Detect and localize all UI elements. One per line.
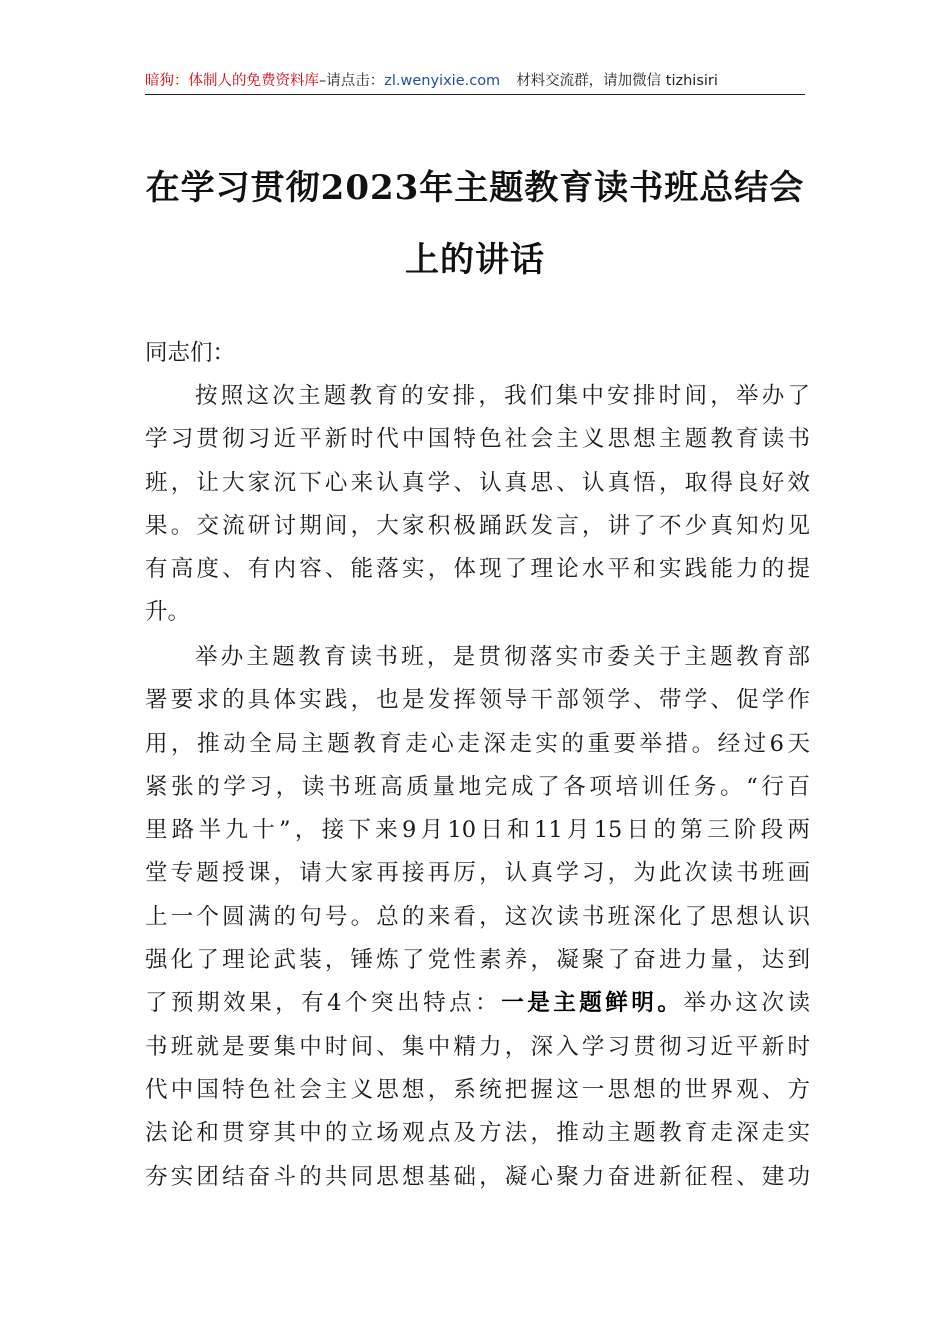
paragraph-line: 里路半九十”，接下来9月10日和11月15日的第三阶段两: [145, 817, 810, 844]
paragraph-line: 举办主题教育读书班，是贯彻落实市委关于主题教育部: [195, 644, 810, 670]
header-site-name: 暗狗：体制人的免费资料库: [145, 73, 319, 89]
page-header-banner: [145, 70, 805, 95]
paragraph-line: 强化了理论武装，锤炼了党性素养，凝聚了奋进力量，达到: [145, 947, 810, 974]
paragraph-2: [145, 636, 810, 1199]
paragraph-line: 夯实团结奋斗的共同思想基础，凝心聚力奋进新征程、建功: [145, 1163, 810, 1190]
line-text: 了预期效果，有4个突出特点：: [145, 990, 502, 1017]
emphasis-point-one: 一是主题鲜明。: [501, 990, 684, 1017]
paragraph-line: 署要求的具体实践，也是发挥领导干部领学、带学、促学作: [145, 687, 810, 714]
paragraph-line: 升。: [145, 599, 191, 626]
paragraph-line: 代中国特色社会主义思想，系统把握这一思想的世界观、方: [145, 1076, 810, 1103]
header-click-prompt: –请点击：: [319, 73, 385, 89]
line-text: 举办这次读: [683, 990, 810, 1017]
paragraph-line-with-emphasis: [145, 982, 810, 1025]
paragraph-line: 堂专题授课，请大家再接再厉，认真学习，为此次读书班画: [145, 860, 810, 887]
paragraph-line: 书班就是要集中时间、集中精力，深入学习贯彻习近平新时: [145, 1033, 810, 1060]
paragraph-line: 果。交流研讨期间，大家积极踊跃发言，讲了不少真知灼见: [145, 512, 810, 539]
document-title-line-2: 上的讲话: [405, 240, 545, 280]
paragraph-line: 用，推动全局主题教育走心走深走实的重要举措。经过6天: [145, 730, 810, 757]
paragraph-1: [145, 375, 810, 635]
document-title-line-1: 在学习贯彻2023年主题教育读书班总结会: [145, 168, 805, 208]
paragraph-line: 按照这次主题教育的安排，我们集中安排时间，举办了: [195, 383, 810, 409]
header-url-link[interactable]: zl.wenyixie.com: [384, 73, 501, 89]
paragraph-line: 班，让大家沉下心来认真学、认真思、认真悟，取得良好效: [145, 469, 810, 496]
paragraph-line: 学习贯彻习近平新时代中国特色社会主义思想主题教育读书: [145, 426, 810, 453]
paragraph-line: 有高度、有内容、能落实，体现了理论水平和实践能力的提: [145, 556, 810, 583]
header-wechat-note: 材料交流群，请加微信 tizhisiri: [516, 73, 718, 89]
salutation: 同志们：: [145, 340, 236, 366]
paragraph-line: 上一个圆满的句号。总的来看，这次读书班深化了思想认识: [145, 903, 810, 930]
paragraph-line: 紧张的学习，读书班高质量地完成了各项培训任务。“行百: [145, 773, 810, 800]
paragraph-line: 法论和贯穿其中的立场观点及方法，推动主题教育走深走实: [145, 1120, 810, 1147]
